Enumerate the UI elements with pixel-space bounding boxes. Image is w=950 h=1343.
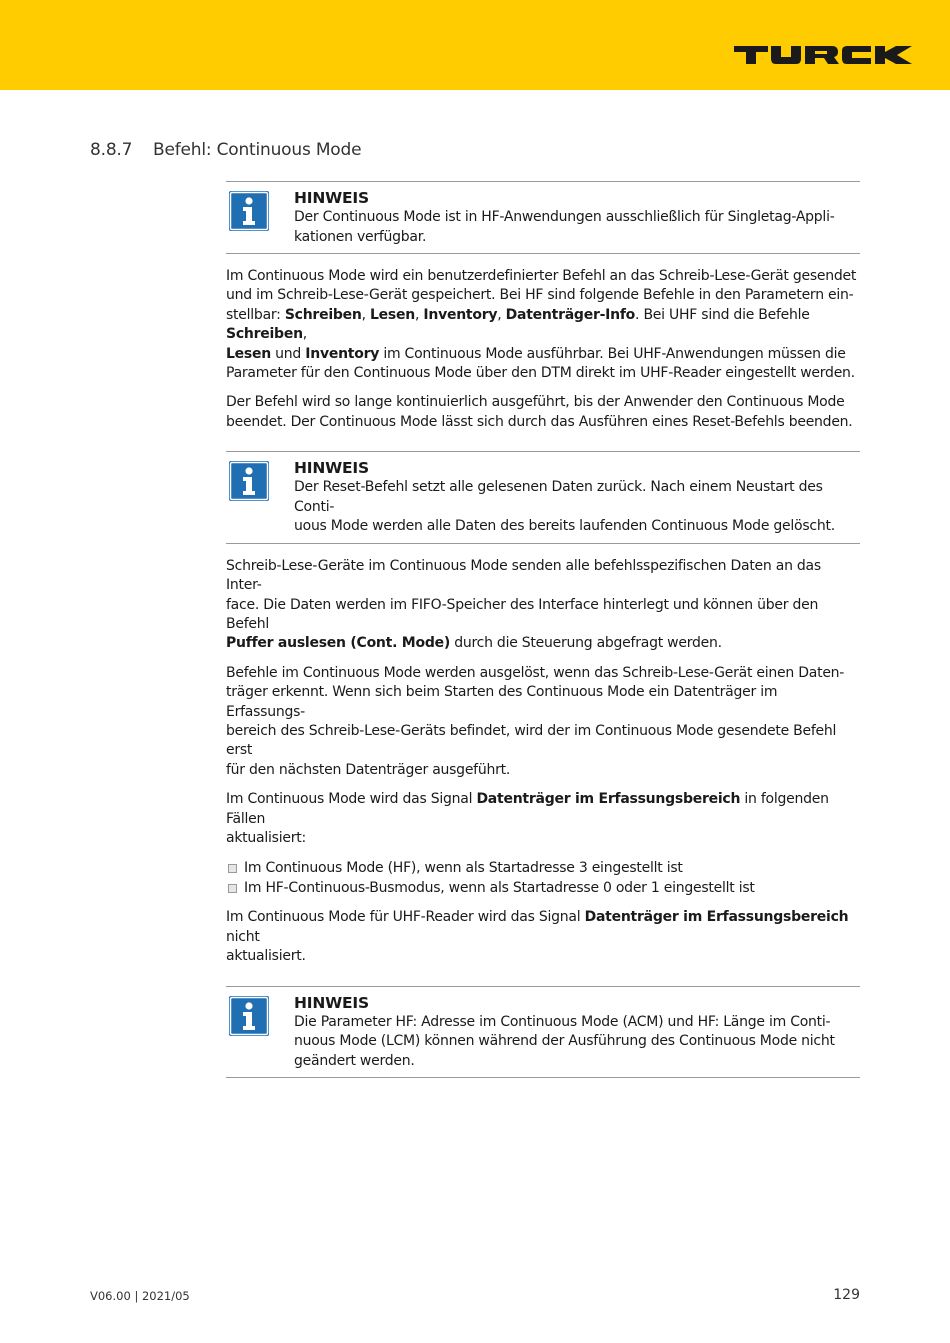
main-content [226,181,860,1078]
bullet-list [226,858,860,898]
paragraph: Im Continuous Mode wird das Signal Datenträger im Erfassungsbereich in folgenden Fällen aktualisiert: [226,791,829,847]
note-line: nuous Mode (LCM) können während der Ausführung des Continuous Mode nicht [294,1033,835,1050]
section-title: Befehl: Continuous Mode [153,140,362,160]
page-number: 129 [833,1287,860,1303]
note-line: Der Reset-Befehl setzt alle gelesenen Daten zurück. Nach einem Neustart des Conti- [294,479,823,515]
note-box [226,986,860,1079]
bullet-icon [228,884,237,893]
note-title: HINWEIS [294,993,369,1012]
header-band [0,0,950,90]
info-icon [229,461,269,501]
note-text [294,208,860,247]
note-line: geändert werden. [294,1052,415,1069]
note-box [226,181,860,254]
paragraph: Im Continuous Mode wird ein benutzerdefinierter Befehl an das Schreib-Lese-Gerät gesendet und im Schreib-Lese-Gerät gespeichert. Bei HF sind folgende Befehle in den Parametern ein- stellbar: Schreiben, Lesen, Inventory, Datenträger-Info. Bei UHF sind die Befehle Schreiben, Lesen und Inventory im Continuous Mode ausführbar. Bei UHF-Anwendungen müssen die Parameter für den Continuous Mode über den DTM direkt im UHF-Reader eingestellt werden. [226,268,857,382]
note-box [226,451,860,544]
note-text [294,1013,860,1072]
note-line: uous Mode werden alle Daten des bereits laufenden Continuous Mode gelöscht. [294,518,835,535]
note-line: Die Parameter HF: Adresse im Continuous Mode (ACM) und HF: Länge im Conti- [294,1013,831,1030]
note-line: Der Continuous Mode ist in HF-Anwendungen ausschließlich für Singletag-Appli- [294,209,835,225]
paragraph: Der Befehl wird so lange kontinuierlich ausgeführt, bis der Anwender den Continuous Mode beendet. Der Continuous Mode lässt sich durch das Ausführen eines Reset-Befehls beenden. [226,394,853,430]
bullet-icon [228,864,237,873]
footer-version: V06.00 | 2021/05 [90,1289,190,1303]
note-title: HINWEIS [294,459,369,478]
paragraph: Befehle im Continuous Mode werden ausgelöst, wenn das Schreib-Lese-Gerät einen Daten- träger erkennt. Wenn sich beim Starten des Continuous Mode ein Datenträger im Erfassungs- bereich des Schreib-Lese-Geräts befindet, wird der im Continuous Mode gesendete Befehl erst für den nächsten Datenträger ausgeführt. [226,664,845,778]
section-heading [90,140,361,160]
note-text [294,478,860,537]
info-icon [229,996,269,1036]
section-number: 8.8.7 [90,140,133,160]
info-icon [229,191,269,231]
paragraph: Schreib-Lese-Geräte im Continuous Mode senden alle befehlsspezifischen Daten an das Inter- face. Die Daten werden im FIFO-Speicher des Interface hinterlegt und können über den Befehl Puffer auslesen (Cont. Mode) durch die Steuerung abgefragt werden. [226,557,821,652]
list-item: Im HF-Continuous-Busmodus, wenn als Startadresse 0 oder 1 eingestellt ist [226,878,860,898]
list-item: Im Continuous Mode (HF), wenn als Startadresse 3 eingestellt ist [226,858,860,878]
note-line: kationen verfügbar. [294,228,427,245]
turck-logo [734,46,912,64]
paragraph: Im Continuous Mode für UHF-Reader wird das Signal Datenträger im Erfassungsbereich nicht aktualisiert. [226,909,849,965]
note-title: HINWEIS [294,189,369,207]
